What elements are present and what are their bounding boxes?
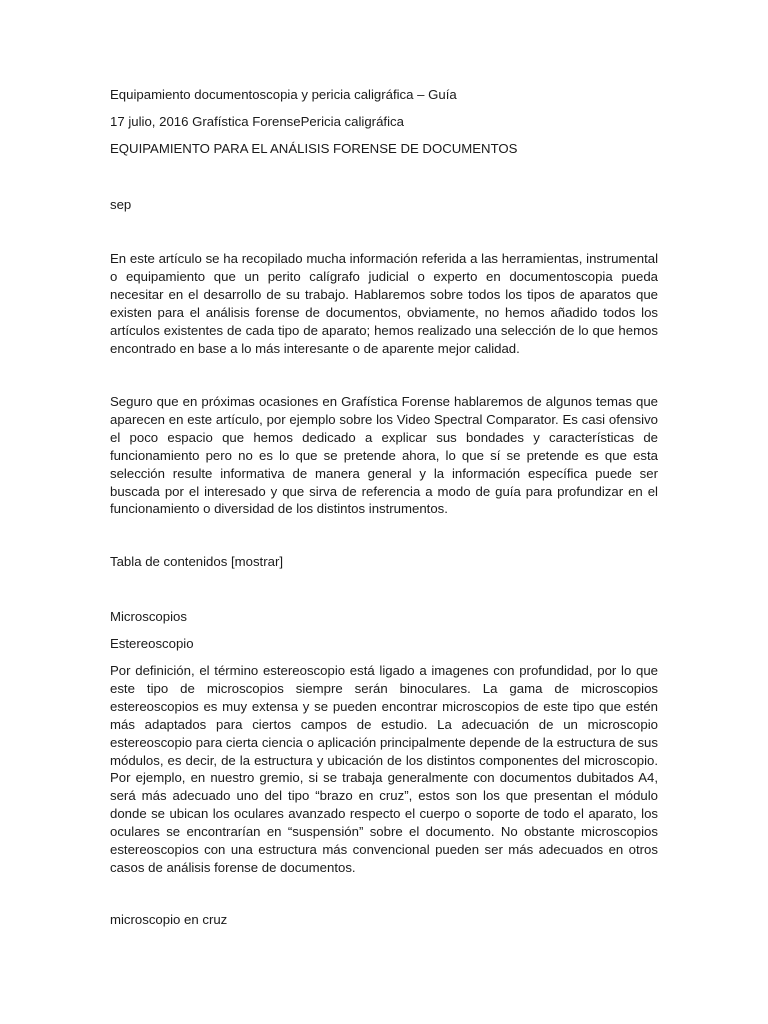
document-meta: 17 julio, 2016 Grafística ForensePericia caligráfica — [110, 114, 404, 129]
intro-paragraph: En este artículo se ha recopilado mucha información referida a las herramientas, instrumental o equipamiento que un perito calígrafo judicial o experto en documentoscopia pueda necesitar en el desarrollo de su trabajo. Hablaremos sobre todos los tipos de aparatos que existen para el análisis forense de documentos, obviamente, no hemos añadido todos los artículos existentes de cada tipo de aparato; hemos realizado una selección de lo que hemos encontrado en base a lo más interesante o de aparente mejor calidad. — [110, 251, 658, 356]
section-heading-estereoscopio: Estereoscopio — [110, 636, 194, 651]
table-of-contents-toggle[interactable]: Tabla de contenidos [mostrar] — [110, 554, 283, 569]
separator-text: sep — [110, 197, 132, 212]
section-heading-microscopios: Microscopios — [110, 609, 187, 624]
second-paragraph: Seguro que en próximas ocasiones en Grafística Forense hablaremos de algunos temas que aparecen en este artículo, por ejemplo sobre los Video Spectral Comparator. Es casi ofensivo el poco espacio que hemos dedicado a explicar sus bondades y características de funcionamiento pero no es lo que se pretende ahora, lo que sí se pretende es que esta selección resulte informativa de manera general y la información específica puede ser buscada por el interesado y que sirva de referencia a modo de guía para profundizar en el funcionamiento o diversidad de los distintos instrumentos. — [110, 394, 658, 517]
estereoscopio-paragraph: Por definición, el término estereoscopio está ligado a imagenes con profundidad, por lo que este tipo de microscopios siempre serán binoculares. La gama de microscopios estereoscopios es muy extensa y se pueden encontrar microscopios de este tipo que estén más adaptados para ciertos campos de estudio. La adecuación de un microscopio estereoscopio para cierta ciencia o aplicación principalmente depende de la estructura de sus módulos, es decir, de la estructura y ubicación de los distintos componentes del microscopio. Por ejemplo, en nuestro gremio, si se trabaja generalmente con documentos dubitados A4, será más adecuado uno del tipo “brazo en cruz”, estos son los que presentan el módulo donde se ubican los oculares avanzado respecto el cuerpo o soporte de todo el aparato, los oculares se encontrarían en “suspensión” sobre el documento. No obstante microscopios estereoscopios con una estructura más convencional pueden ser más adecuados en otros casos de análisis forense de documentos. — [110, 663, 658, 875]
document-heading: EQUIPAMIENTO PARA EL ANÁLISIS FORENSE DE DOCUMENTOS — [110, 141, 518, 156]
document-title: Equipamiento documentoscopia y pericia caligráfica – Guía — [110, 87, 457, 102]
image-caption: microscopio en cruz — [110, 912, 228, 927]
